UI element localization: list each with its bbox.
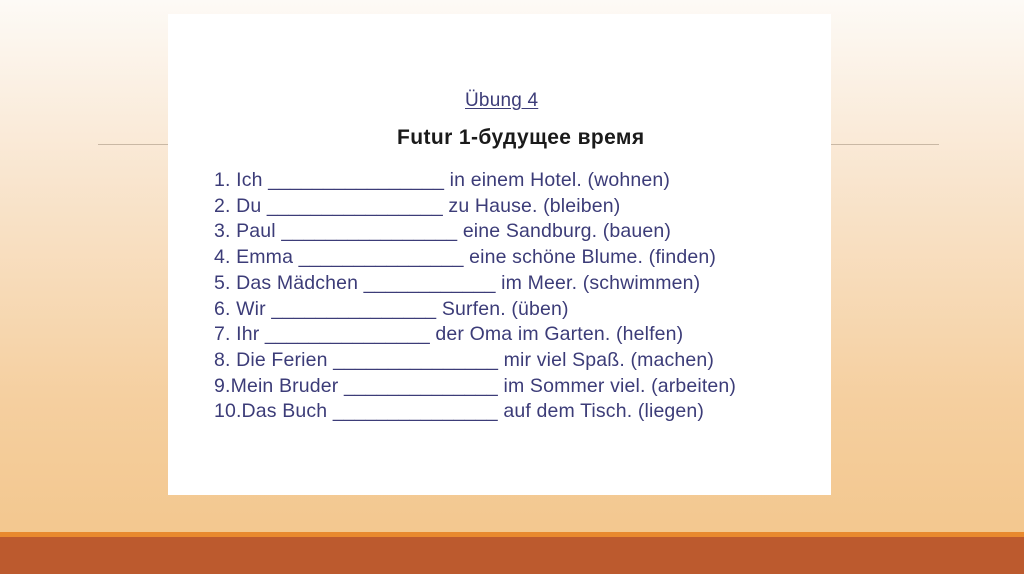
decorative-rule-left (98, 144, 168, 145)
exercise-item-6: 6. Wir _______________ Surfen. (üben) (214, 297, 569, 320)
exercise-item-10: 10.Das Buch _______________ auf dem Tisch. (liegen) (214, 400, 705, 423)
exercise-item-9: 9.Mein Bruder ______________ im Sommer viel. (arbeiten) (214, 374, 737, 397)
exercise-item-1: 1. Ich ________________ in einem Hotel. (wohnen) (214, 169, 671, 191)
exercise-item-7: 7. Ihr _______________ der Oma im Garten. (helfen) (214, 323, 684, 346)
exercise-heading: Übung 4 (465, 90, 539, 111)
exercise-item-2: 2. Du ________________ zu Hause. (bleiben) (214, 194, 621, 217)
exercise-item-8: 8. Die Ferien _______________ mir viel Spaß. (machen) (214, 348, 715, 371)
exercise-title: Futur 1-будущее время (397, 126, 645, 149)
exercise-card (168, 14, 831, 495)
exercise-item-3: 3. Paul ________________ eine Sandburg. (bauen) (214, 220, 672, 243)
exercise-list (214, 168, 736, 425)
exercise-item-4: 4. Emma _______________ eine schöne Blume. (finden) (214, 246, 716, 269)
footer-bar (0, 537, 1024, 574)
decorative-rule-right (831, 144, 939, 145)
exercise-item-5: 5. Das Mädchen ____________ im Meer. (schwimmen) (214, 271, 701, 294)
